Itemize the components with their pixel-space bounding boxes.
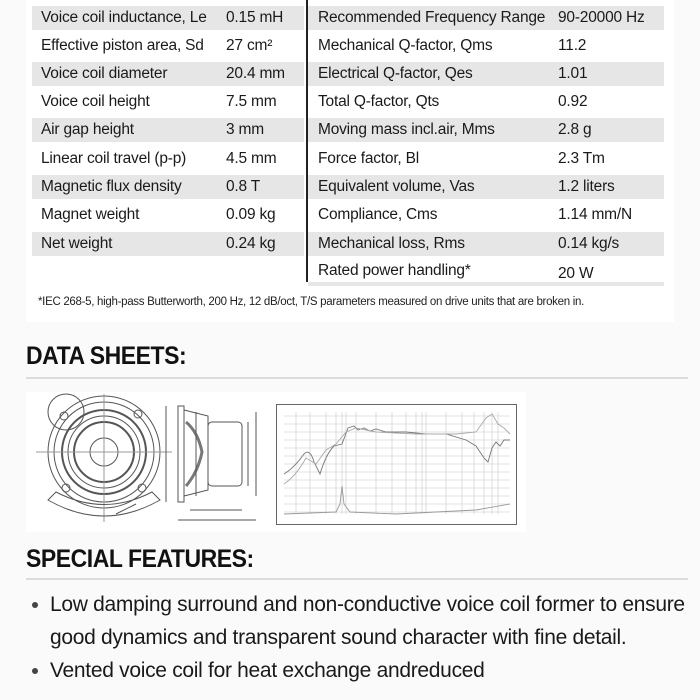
spec-value: 0.09 kg (226, 206, 276, 223)
spec-name: Force factor, Bl (318, 150, 420, 167)
spec-name: Total Q-factor, Qts (318, 93, 440, 110)
spec-name: Recommended Frequency Range (318, 9, 546, 26)
bullet-icon (32, 668, 38, 674)
spec-value: 4.5 mm (226, 150, 277, 167)
feature-text: Vented voice coil for heat exchange andreduced (50, 659, 485, 682)
features-list (26, 588, 686, 687)
frequency-response-chart (276, 404, 518, 532)
spec-value: 11.2 (558, 37, 587, 54)
spec-name: Rated power handling* (318, 262, 471, 279)
driver-front-view-drawing (26, 392, 266, 532)
spec-name: Voice coil height (41, 93, 150, 110)
spec-value: 27 cm² (226, 37, 273, 54)
bullet-icon (32, 602, 38, 608)
spec-value: 1.14 mm/N (558, 206, 632, 223)
spec-value: 3 mm (226, 121, 264, 138)
spec-name: Voice coil inductance, Le (41, 9, 207, 26)
special-features-heading: SPECIAL FEATURES: (26, 545, 254, 573)
spec-name: Magnet weight (41, 206, 140, 223)
feature-text: Low damping surround and non-conductive voice coil former to ensure good dynamics and transparent sound character with fine detail. (50, 593, 685, 649)
spec-value: 1.2 liters (558, 178, 615, 195)
spec-name: Electrical Q-factor, Qes (318, 65, 473, 82)
spec-footnote: *IEC 268-5, high-pass Butterworth, 200 Hz, 12 dB/oct, T/S parameters measured on drive units that are broken in. (38, 296, 584, 308)
spec-name: Air gap height (41, 121, 134, 138)
spec-name: Mechanical loss, Rms (318, 235, 465, 252)
spec-value: 20 W (558, 265, 594, 282)
spec-value: 0.8 T (226, 178, 261, 195)
feature-item (26, 588, 686, 654)
spec-name: Compliance, Cms (318, 206, 438, 223)
spec-table-panel (26, 0, 674, 322)
spec-value: 2.8 g (558, 121, 592, 138)
data-sheets-heading: DATA SHEETS: (26, 342, 187, 370)
spec-name: Moving mass incl.air, Mms (318, 121, 495, 138)
spec-value: 90-20000 Hz (558, 9, 645, 26)
data-sheet-image (26, 392, 526, 532)
spec-value: 0.15 mH (226, 9, 284, 26)
spec-name: Linear coil travel (p-p) (41, 150, 187, 167)
section-divider (26, 377, 688, 379)
spec-name: Equivalent volume, Vas (318, 178, 475, 195)
spec-value: 0.92 (558, 93, 588, 110)
section-divider (26, 578, 688, 580)
feature-item (26, 654, 686, 687)
spec-name: Magnetic flux density (41, 178, 182, 195)
spec-value: 1.01 (558, 65, 588, 82)
spec-value: 0.24 kg (226, 235, 276, 252)
spec-value: 7.5 mm (226, 93, 277, 110)
spec-name: Effective piston area, Sd (41, 37, 204, 54)
spec-name: Mechanical Q-factor, Qms (318, 37, 493, 54)
spec-value: 2.3 Tm (558, 150, 605, 167)
spec-value: 0.14 kg/s (558, 235, 620, 252)
column-divider (306, 0, 308, 282)
spec-name: Voice coil diameter (41, 65, 168, 82)
spec-value: 20.4 mm (226, 65, 285, 82)
spec-name: Net weight (41, 235, 113, 252)
